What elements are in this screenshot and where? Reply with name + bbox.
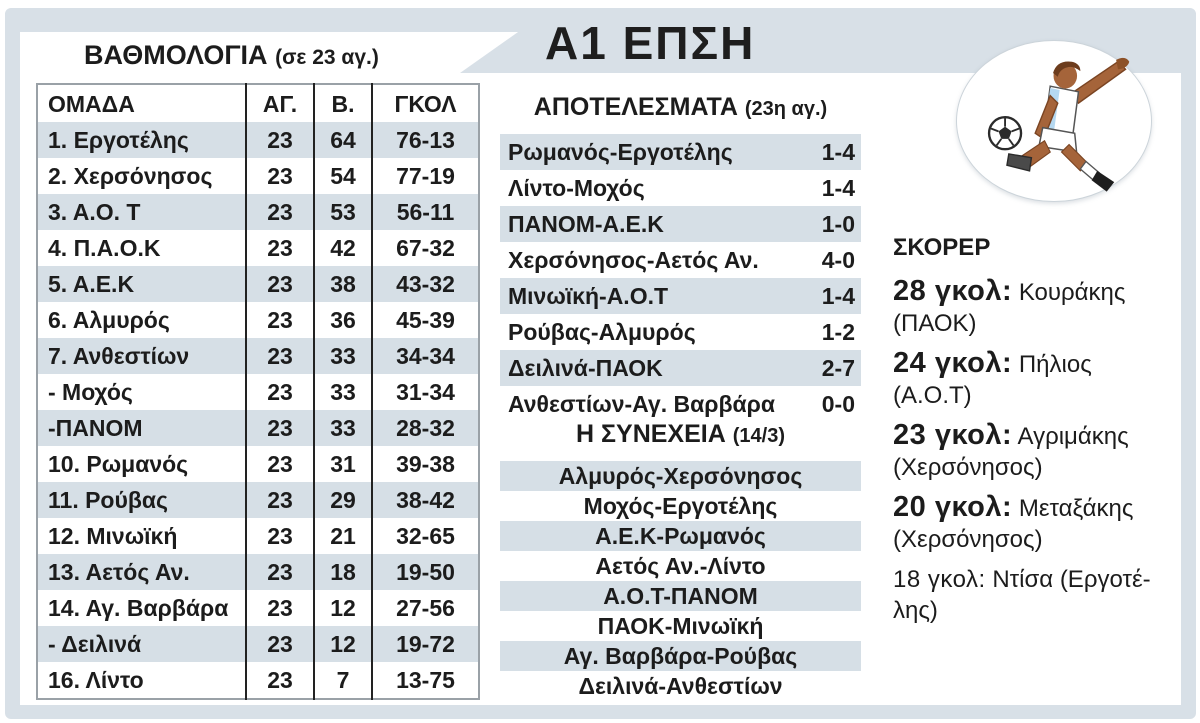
scorer-goals: 24 γκολ: (893, 347, 1013, 379)
team-cell: 3. Α.Ο. Τ (37, 194, 246, 230)
goals-cell: 43-32 (372, 266, 479, 302)
team-cell: 12. Μινωϊκή (48, 523, 178, 549)
fixture-row: Αλμυρός-Χερσόνησος (500, 461, 861, 491)
standings-header-row (37, 84, 479, 122)
scorer-team: (Χερσόνησος) (893, 454, 1043, 481)
scorer-team: (Α.Ο.Τ) (893, 382, 972, 409)
standings-subtitle: (σε 23 αγ.) (275, 46, 379, 69)
fixtures-title-text: Η ΣΥΝΕΧΕΙΑ (576, 420, 726, 448)
points-cell: 33 (314, 410, 372, 446)
results-subtitle: (23η αγ.) (744, 98, 828, 120)
fixture-row: Α.Ο.Τ-ΠΑΝΟΜ (500, 581, 861, 611)
scorer-item (893, 276, 1183, 339)
scorer-goals: 20 γκολ: (893, 491, 1013, 523)
team-cell: 14. Αγ. Βαρβάρα (48, 595, 229, 621)
points-cell: 12 (314, 626, 372, 662)
team-cell: -ΠΑΝΟΜ (37, 410, 246, 446)
result-row (500, 242, 861, 278)
result-row (500, 134, 861, 170)
games-cell: 23 (246, 554, 314, 590)
table-row (37, 518, 479, 554)
result-row (500, 278, 861, 314)
games-cell: 23 (246, 266, 314, 302)
team-cell: 2. Χερσόνησος (48, 163, 213, 189)
fixture-row: Δειλινά-Ανθεστίων (578, 673, 783, 699)
games-cell: 23 (246, 302, 314, 338)
result-row (500, 350, 861, 386)
scorers-list (893, 276, 1183, 626)
goals-cell: 31-34 (372, 374, 479, 410)
standings-table (36, 83, 480, 700)
goals-cell: 39-38 (372, 446, 479, 482)
match-label: Χερσόνησος-Αετός Αν. (508, 247, 759, 273)
games-cell: 23 (246, 662, 314, 699)
games-cell: 23 (246, 482, 314, 518)
score-label: 1-4 (821, 283, 855, 309)
table-row (37, 482, 479, 518)
goals-cell: 19-50 (372, 554, 479, 590)
col-goals: ΓΚΟΛ (372, 84, 479, 122)
match-label: Λίντο-Μοχός (508, 175, 645, 201)
table-row (37, 158, 479, 194)
team-cell: - Δειλινά (37, 626, 246, 662)
games-cell: 23 (246, 446, 314, 482)
table-row (37, 626, 479, 662)
standings-title-text: ΒΑΘΜΟΛΟΓΙΑ (84, 40, 268, 70)
results-section (500, 93, 861, 422)
goals-cell: 76-13 (372, 122, 479, 158)
goals-cell: 34-34 (372, 338, 479, 374)
points-cell: 18 (314, 554, 372, 590)
table-row (37, 302, 479, 338)
results-list (500, 134, 861, 422)
score-label: 4-0 (821, 247, 855, 273)
team-cell: 6. Αλμυρός (48, 307, 170, 333)
scorer-name: Κουράκης (1018, 279, 1126, 306)
fixture-row: ΠΑΟΚ-Μινωϊκή (597, 613, 764, 639)
fixtures-list (500, 461, 861, 701)
fixtures-title (500, 420, 861, 449)
team-cell: 13. Αετός Αν. (37, 554, 246, 590)
games-cell: 23 (246, 374, 314, 410)
fixture-row: Αετός Αν.-Λίντο (595, 553, 766, 579)
page-title: Α1 ΕΠΣΗ (545, 17, 756, 69)
score-label: 1-4 (821, 175, 855, 201)
score-label: 1-0 (821, 211, 855, 237)
points-cell: 38 (314, 266, 372, 302)
match-label: Ρούβας-Αλμυρός (508, 319, 696, 345)
points-cell: 53 (314, 194, 372, 230)
player-badge (956, 40, 1152, 202)
games-cell: 23 (246, 590, 314, 626)
scorer-item (893, 420, 1183, 483)
match-label: Ανθεστίων-Αγ. Βαρβάρα (508, 391, 776, 417)
goals-cell: 77-19 (372, 158, 479, 194)
fixture-row: Αγ. Βαρβάρα-Ρούβας (500, 641, 861, 671)
games-cell: 23 (246, 194, 314, 230)
table-row (37, 590, 479, 626)
table-row (37, 266, 479, 302)
score-label: 1-4 (821, 139, 855, 165)
match-label: Δειλινά-ΠΑΟΚ (508, 355, 663, 381)
games-cell: 23 (246, 410, 314, 446)
points-cell: 33 (314, 338, 372, 374)
col-team: ΟΜΑΔΑ (48, 90, 135, 117)
fixture-row: Μοχός-Εργοτέλης (583, 493, 778, 519)
scorer-name: Αγριμάκης (1017, 423, 1129, 450)
points-cell: 64 (314, 122, 372, 158)
games-cell: 23 (246, 338, 314, 374)
team-cell: - Μοχός (48, 379, 133, 405)
points-cell: 33 (314, 374, 372, 410)
table-row (37, 446, 479, 482)
match-label: Ρωμανός-Εργοτέλης (508, 139, 733, 165)
points-cell: 29 (314, 482, 372, 518)
col-games: ΑΓ. (246, 84, 314, 122)
points-cell: 42 (314, 230, 372, 266)
scorer-team: λης) (893, 597, 938, 624)
scorer-item (893, 564, 1183, 626)
table-row (37, 554, 479, 590)
match-label: ΠΑΝΟΜ-Α.Ε.Κ (508, 211, 664, 237)
table-row (37, 410, 479, 446)
result-row (500, 386, 861, 422)
team-cell: 10. Ρωμανός (48, 451, 189, 477)
games-cell: 23 (246, 230, 314, 266)
col-points: Β. (314, 84, 372, 122)
standings-body (37, 122, 479, 699)
scorer-team: (Χερσόνησος) (893, 526, 1043, 553)
table-row (37, 122, 479, 158)
standings-title (36, 40, 464, 71)
scorer-item (893, 348, 1183, 411)
team-cell: 16. Λίντο (48, 667, 144, 693)
points-cell: 31 (314, 446, 372, 482)
scorers-title: ΣΚΟΡΕΡ (893, 234, 991, 261)
table-row (37, 194, 479, 230)
scorer-item (893, 492, 1183, 555)
result-row (500, 170, 861, 206)
team-cell: 7. Ανθεστίων (37, 338, 246, 374)
table-row (37, 230, 479, 266)
result-row (500, 206, 861, 242)
match-label: Μινωϊκή-Α.Ο.Τ (508, 283, 669, 309)
games-cell: 23 (246, 518, 314, 554)
team-cell: 1. Εργοτέλης (37, 122, 246, 158)
scorer-name: Πήλιος (1018, 351, 1092, 378)
result-row (500, 314, 861, 350)
team-cell: 4. Π.Α.Ο.Κ (48, 235, 161, 261)
goals-cell: 45-39 (372, 302, 479, 338)
scorer-name: Μεταξάκης (1018, 495, 1134, 522)
scorer-goals: 23 γκολ: (893, 419, 1013, 451)
goals-cell: 19-72 (372, 626, 479, 662)
soccer-ball-icon (989, 117, 1021, 149)
scorer-goals: 28 γκολ: (893, 275, 1013, 307)
fixtures-subtitle: (14/3) (732, 425, 785, 447)
goals-cell: 32-65 (372, 518, 479, 554)
scorers-section (893, 234, 1183, 635)
scorer-name: Ντίσα (Εργοτέ- (992, 566, 1151, 593)
goals-cell: 56-11 (372, 194, 479, 230)
points-cell: 21 (314, 518, 372, 554)
score-label: 0-0 (821, 391, 855, 417)
points-cell: 36 (314, 302, 372, 338)
table-row (37, 338, 479, 374)
results-title-text: ΑΠΟΤΕΛΕΣΜΑΤΑ (533, 93, 738, 121)
score-label: 2-7 (821, 355, 855, 381)
results-title (500, 93, 861, 122)
table-row (37, 374, 479, 410)
points-cell: 12 (314, 590, 372, 626)
goals-cell: 38-42 (372, 482, 479, 518)
team-cell: 11. Ρούβας (37, 482, 246, 518)
goals-cell: 28-32 (372, 410, 479, 446)
points-cell: 7 (314, 662, 372, 699)
scorer-team: (ΠΑΟΚ) (893, 310, 977, 337)
soccer-player-icon (957, 41, 1151, 201)
goals-cell: 27-56 (372, 590, 479, 626)
goals-cell: 13-75 (372, 662, 479, 699)
fixtures-section (500, 420, 861, 701)
score-label: 1-2 (821, 319, 855, 345)
table-row (37, 662, 479, 699)
games-cell: 23 (246, 158, 314, 194)
games-cell: 23 (246, 122, 314, 158)
games-cell: 23 (246, 626, 314, 662)
team-cell: 5. Α.Ε.Κ (37, 266, 246, 302)
standings-section (36, 40, 464, 700)
scorer-goals: 18 γκολ: (893, 566, 986, 593)
points-cell: 54 (314, 158, 372, 194)
goals-cell: 67-32 (372, 230, 479, 266)
fixture-row: Α.Ε.Κ-Ρωμανός (500, 521, 861, 551)
